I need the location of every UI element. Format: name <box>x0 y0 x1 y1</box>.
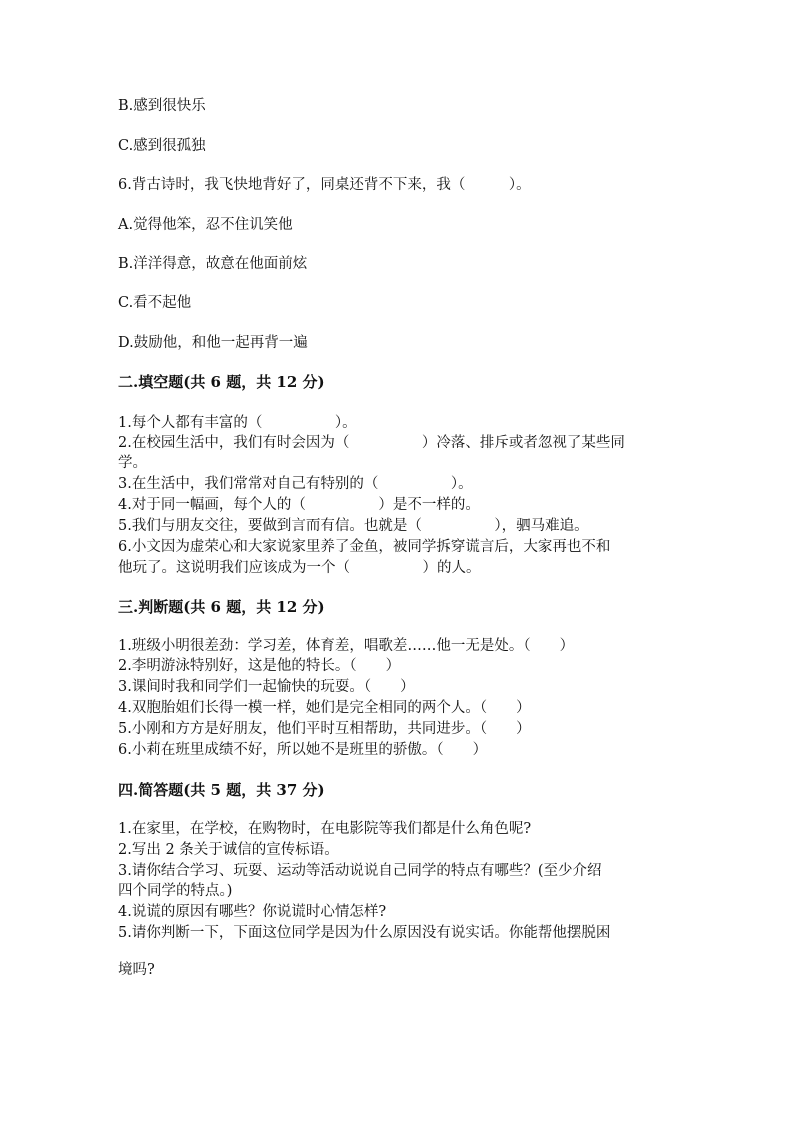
true-false-line: 2.李明游泳特别好，这是他的特长。（ ） <box>118 658 401 674</box>
short-answer-line: 3.请你结合学习、玩耍、运动等活动说说自己同学的特点有哪些？(至少介绍 <box>118 863 602 879</box>
short-answer-line: 4.说谎的原因有哪些？你说谎时心情怎样? <box>118 904 387 920</box>
true-false-line: 3.课间时我和同学们一起愉快的玩耍。（ ） <box>118 679 415 695</box>
section-short-answer-title: 四.简答题(共 5 题，共 37 分) <box>118 781 325 799</box>
short-answer-line: 2.写出 2 条关于诚信的宣传标语。 <box>118 842 339 858</box>
fill-blank-line: 他玩了。这说明我们应该成为一个（ ）的人。 <box>118 560 481 576</box>
q6-option-d: D.鼓励他，和他一起再背一遍 <box>118 335 308 351</box>
fill-blank-line: 1.每个人都有丰富的（ ）。 <box>118 415 357 431</box>
fill-blank-line: 6.小文因为虚荣心和大家说家里养了金鱼，被同学拆穿谎言后，大家再也不和 <box>118 539 611 555</box>
fill-blank-line: 2.在校园生活中，我们有时会因为（ ）冷落、排斥或者忽视了某些同 <box>118 435 625 451</box>
true-false-line: 6.小莉在班里成绩不好，所以她不是班里的骄傲。（ ） <box>118 742 488 758</box>
q5-option-c: C.感到很孤独 <box>118 138 206 154</box>
short-answer-line: 1.在家里，在学校，在购物时，在电影院等我们都是什么角色呢? <box>118 821 532 837</box>
section-true-false-title: 三.判断题(共 6 题，共 12 分) <box>118 598 325 616</box>
q6-option-a: A.觉得他笨，忍不住讥笑他 <box>118 217 293 233</box>
fill-blank-line: 学。 <box>118 455 147 471</box>
section-fill-blank-title: 二.填空题(共 6 题，共 12 分) <box>118 373 325 391</box>
true-false-line: 1.班级小明很差劲：学习差，体育差，唱歌差……他一无是处。（ ） <box>118 638 575 654</box>
fill-blank-line: 3.在生活中，我们常常对自己有特别的（ ）。 <box>118 476 473 492</box>
q5-option-b: B.感到很快乐 <box>118 98 206 114</box>
true-false-line: 5.小刚和方方是好朋友，他们平时互相帮助，共同进步。（ ） <box>118 721 531 737</box>
short-answer-line-tail: 境吗? <box>118 962 155 978</box>
q6-option-b: B.洋洋得意，故意在他面前炫 <box>118 256 308 272</box>
fill-blank-line: 5.我们与朋友交往，要做到言而有信。也就是（ ），驷马难追。 <box>118 518 589 534</box>
short-answer-line: 四个同学的特点。) <box>118 883 233 899</box>
short-answer-line: 5.请你判断一下，下面这位同学是因为什么原因没有说实话。你能帮他摆脱困 <box>118 925 611 941</box>
fill-blank-line: 4.对于同一幅画，每个人的（ ）是不一样的。 <box>118 497 480 513</box>
q6-stem: 6.背古诗时，我飞快地背好了，同桌还背不下来，我（ ）。 <box>118 177 531 193</box>
true-false-line: 4.双胞胎姐们长得一模一样，她们是完全相同的两个人。（ ） <box>118 700 531 716</box>
q6-option-c: C.看不起他 <box>118 295 192 311</box>
